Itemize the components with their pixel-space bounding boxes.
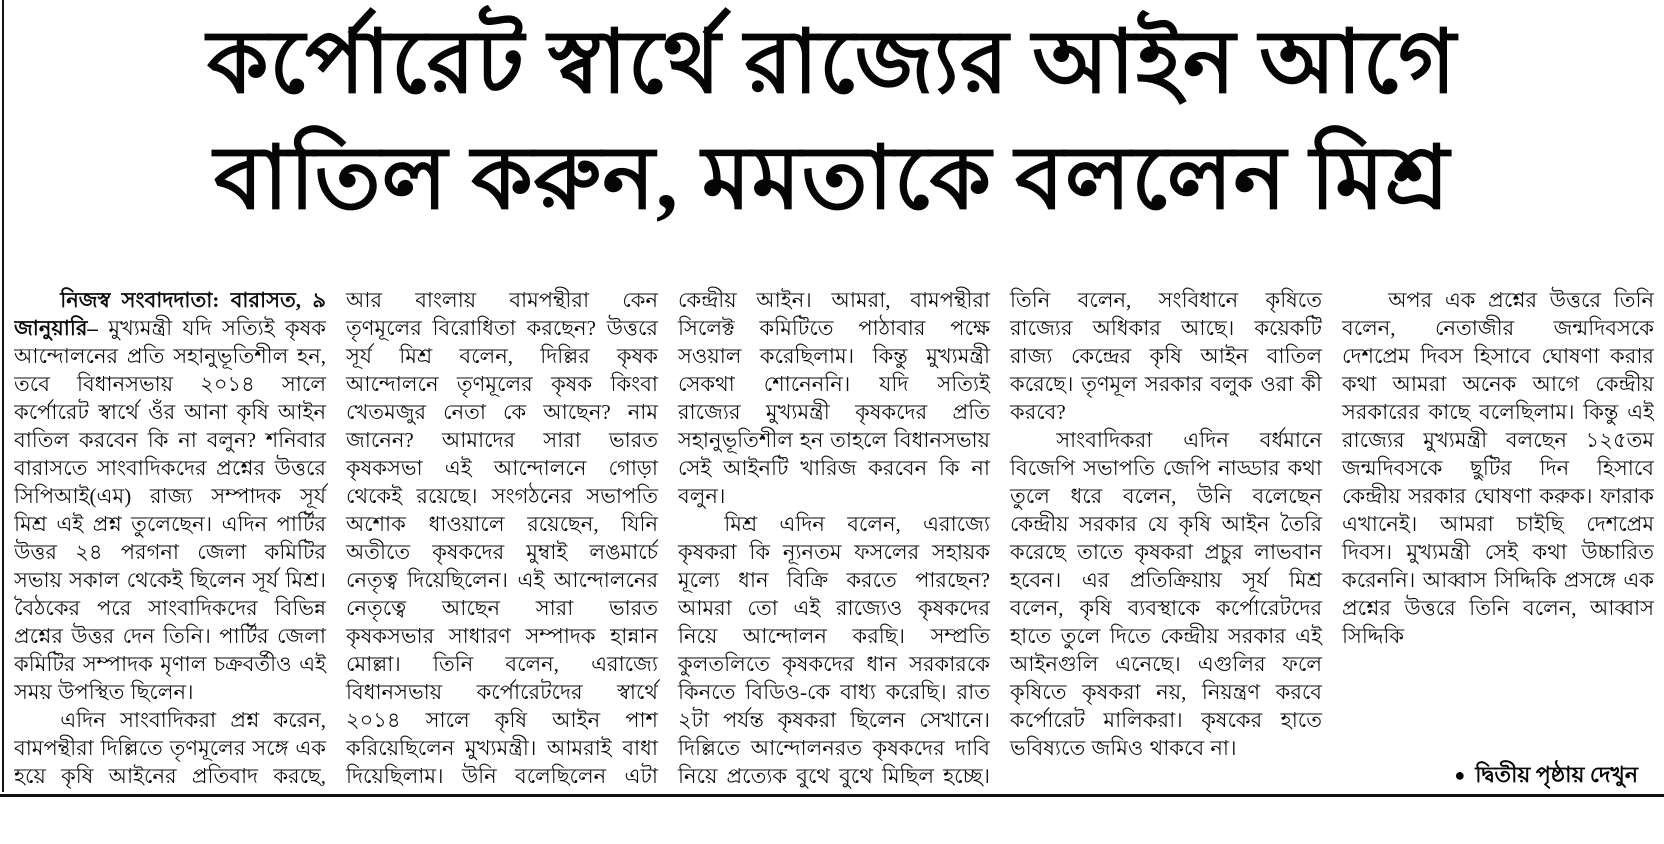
article-body xyxy=(14,286,1654,794)
article-paragraphs xyxy=(14,286,1654,794)
article-paragraph: নিজস্ব সংবাদদাতা: বারাসত, ৯ জানুয়ারি– মুখ্যমন্ত্রী যদি সত্যিই কৃষক আন্দোলনের প্রতি সহানুভূতিশীল হন, তবে বিধানসভায় ২০১৪ সালে কর্পোরেট স্বার্থে ওঁর আনা কৃষি আইন বাতিল করবেন কি না বলুন? শনিবার বারাসতে সাংবাদিকদের প্রশ্নের উত্তরে সিপিআই(এম) রাজ্য সম্পাদক সূর্য মিশ্র এই প্রশ্ন তুলেছেন। এদিন পার্টির উত্তর ২৪ পরগনা জেলা কমিটির সভায় সকাল থেকেই ছিলেন সূর্য মিশ্র। বৈঠকের পরে সাংবাদিকদের বিভিন্ন প্রশ্নের উত্তর দেন তিনি। পার্টির জেলা কমিটির সম্পাদক মৃণাল চক্রবর্তীও এই সময় উপস্থিত ছিলেন। xyxy=(14,288,326,704)
left-column-rule xyxy=(2,0,4,792)
continued-on-page-note xyxy=(1454,758,1638,795)
bottom-rule xyxy=(0,794,1664,797)
continued-label: দ্বিতীয় পৃষ্ঠায় দেখুন xyxy=(1475,762,1638,787)
article-paragraph: অপর এক প্রশ্নের উত্তরে তিনি বলেন, নেতাজীর জন্মদিবসকে দেশপ্রেম দিবস হিসাবে ঘোষণা করার কথা আমরা অনেক আগে কেন্দ্রীয় সরকারের কাছে বলেছিলাম। কিন্তু এই রাজ্যের মুখ্যমন্ত্রী বলছেন ১২৫তম জন্মদিবসকে ছুটির দিন হিসাবে কেন্দ্রীয় সরকার ঘোষণা করুক। ফারাক এখানেই। আমরা চাইছি দেশপ্রেম দিবস। মুখ্যমন্ত্রী সেই কথা উচ্চারিত করেননি। আব্বাস সিদ্দিকি প্রসঙ্গে এক প্রশ্নের উত্তরে তিনি বলেন, আব্বাস সিদ্দিকি xyxy=(1342,288,1654,648)
article-paragraph: এদিন সাংবাদিকরা প্রশ্ন করেন, বামপন্থীরা দিল্লিতে তৃণমূলের সঙ্গে এক হয়ে কৃষি আইনের প্রতিবাদ করছে, আর বাংলায় বামপন্থীরা কেন তৃণমূলের বিরোধিতা করছেন? উত্তরে সূর্য মিশ্র বলেন, দিল্লির কৃষক আন্দোলনে তৃণমূলের কৃষক কিংবা খেতমজুর নেতা কে আছেন? নাম জানেন? আমাদের সারা ভারত কৃষকসভা এই আন্দোলনে গোড়া থেকেই রয়েছে। সংগঠনের সভাপতি অশোক ধাওয়ালে রয়েছেন, যিনি অতীতে কৃষকদের মুম্বাই লঙমার্চে নেতৃত্ব দিয়েছিলেন। এই আন্দোলনের নেতৃত্বে আছেন সারা ভারত কৃষকসভার সাধারণ সম্পাদক হান্নান মোল্লা। তিনি বলেন, এরাজ্যে বিধানসভায় কর্পোরেটদের স্বার্থে ২০১৪ সালে কৃষি আইন পাশ করিয়েছিলেন মুখ্যমন্ত্রী। আমরাই বাধা দিয়েছিলাম। উনি বলেছিলেন এটা কেন্দ্রীয় আইন। আমরা, বামপন্থীরা সিলেক্ট কমিটিতে পাঠাবার পক্ষে সওয়াল করেছিলাম। কিন্তু মুখ্যমন্ত্রী সেকথা শোনেননি। যদি সত্যিই রাজ্যের মুখ্যমন্ত্রী কৃষকদের প্রতি সহানুভূতিশীল হন তাহলে বিধানসভায় সেই আইনটি খারিজ করবেন কি না বলুন। xyxy=(14,288,990,788)
headline xyxy=(0,0,1664,238)
article-paragraph: মিশ্র এদিন বলেন, এরাজ্যে কৃষকরা কি ন্যূনতম ফসলের সহায়ক মূল্যে ধান বিক্রি করতে পারছেন? আমরা তো এই রাজ্যেও কৃষকদের নিয়ে আন্দোলন করছি। সম্প্রতি কুলতলিতে কৃষকদের ধান সরকারকে কিনতে বিডিও-কে বাধ্য করেছি। রাত ২টা পর্যন্ত কৃষকরা ছিলেন সেখানে। দিল্লিতে আন্দোলনরত কৃষকদের দাবি নিয়ে প্রত্যেক বুথে বুথে মিছিল হচ্ছে। তিনি বলেন, সংবিধানে কৃষিতে রাজ্যের অধিকার আছে। কয়েকটি রাজ্য কেন্দ্রের কৃষি আইন বাতিল করেছে। তৃণমূল সরকার বলুক ওরা কী করবে? xyxy=(678,288,1322,788)
headline-line-2: বাতিল করুন, মমতাকে বললেন মিশ্র xyxy=(213,131,1451,228)
headline-line-1: কর্পোরেট স্বার্থে রাজ্যের আইন আগে xyxy=(207,15,1457,112)
bullet-icon: ● xyxy=(1454,765,1466,785)
article-paragraph: সাংবাদিকরা এদিন বর্ধমানে বিজেপি সভাপতি জেপি নাড্ডার কথা তুলে ধরে বলেন, উনি বলেছেন কেন্দ্রীয় সরকার যে কৃষি আইন তৈরি করেছে তাতে কৃষকরা প্রচুর লাভবান হবেন। এর প্রতিক্রিয়ায় সূর্য মিশ্র বলেন, কৃষি ব্যবস্থাকে কর্পোরেটদের হাতে তুলে দিতে কেন্দ্রীয় সরকার এই আইনগুলি এনেছে। এগুলির ফলে কৃষিতে কৃষকরা নয়, নিয়ন্ত্রণ করবে কর্পোরেট মালিকরা। কৃষকের হাতে ভবিষ্যতে জমিও থাকবে না। xyxy=(1010,428,1322,760)
dateline: নিজস্ব সংবাদদাতা: বারাসত, ৯ জানুয়ারি– xyxy=(14,288,326,340)
